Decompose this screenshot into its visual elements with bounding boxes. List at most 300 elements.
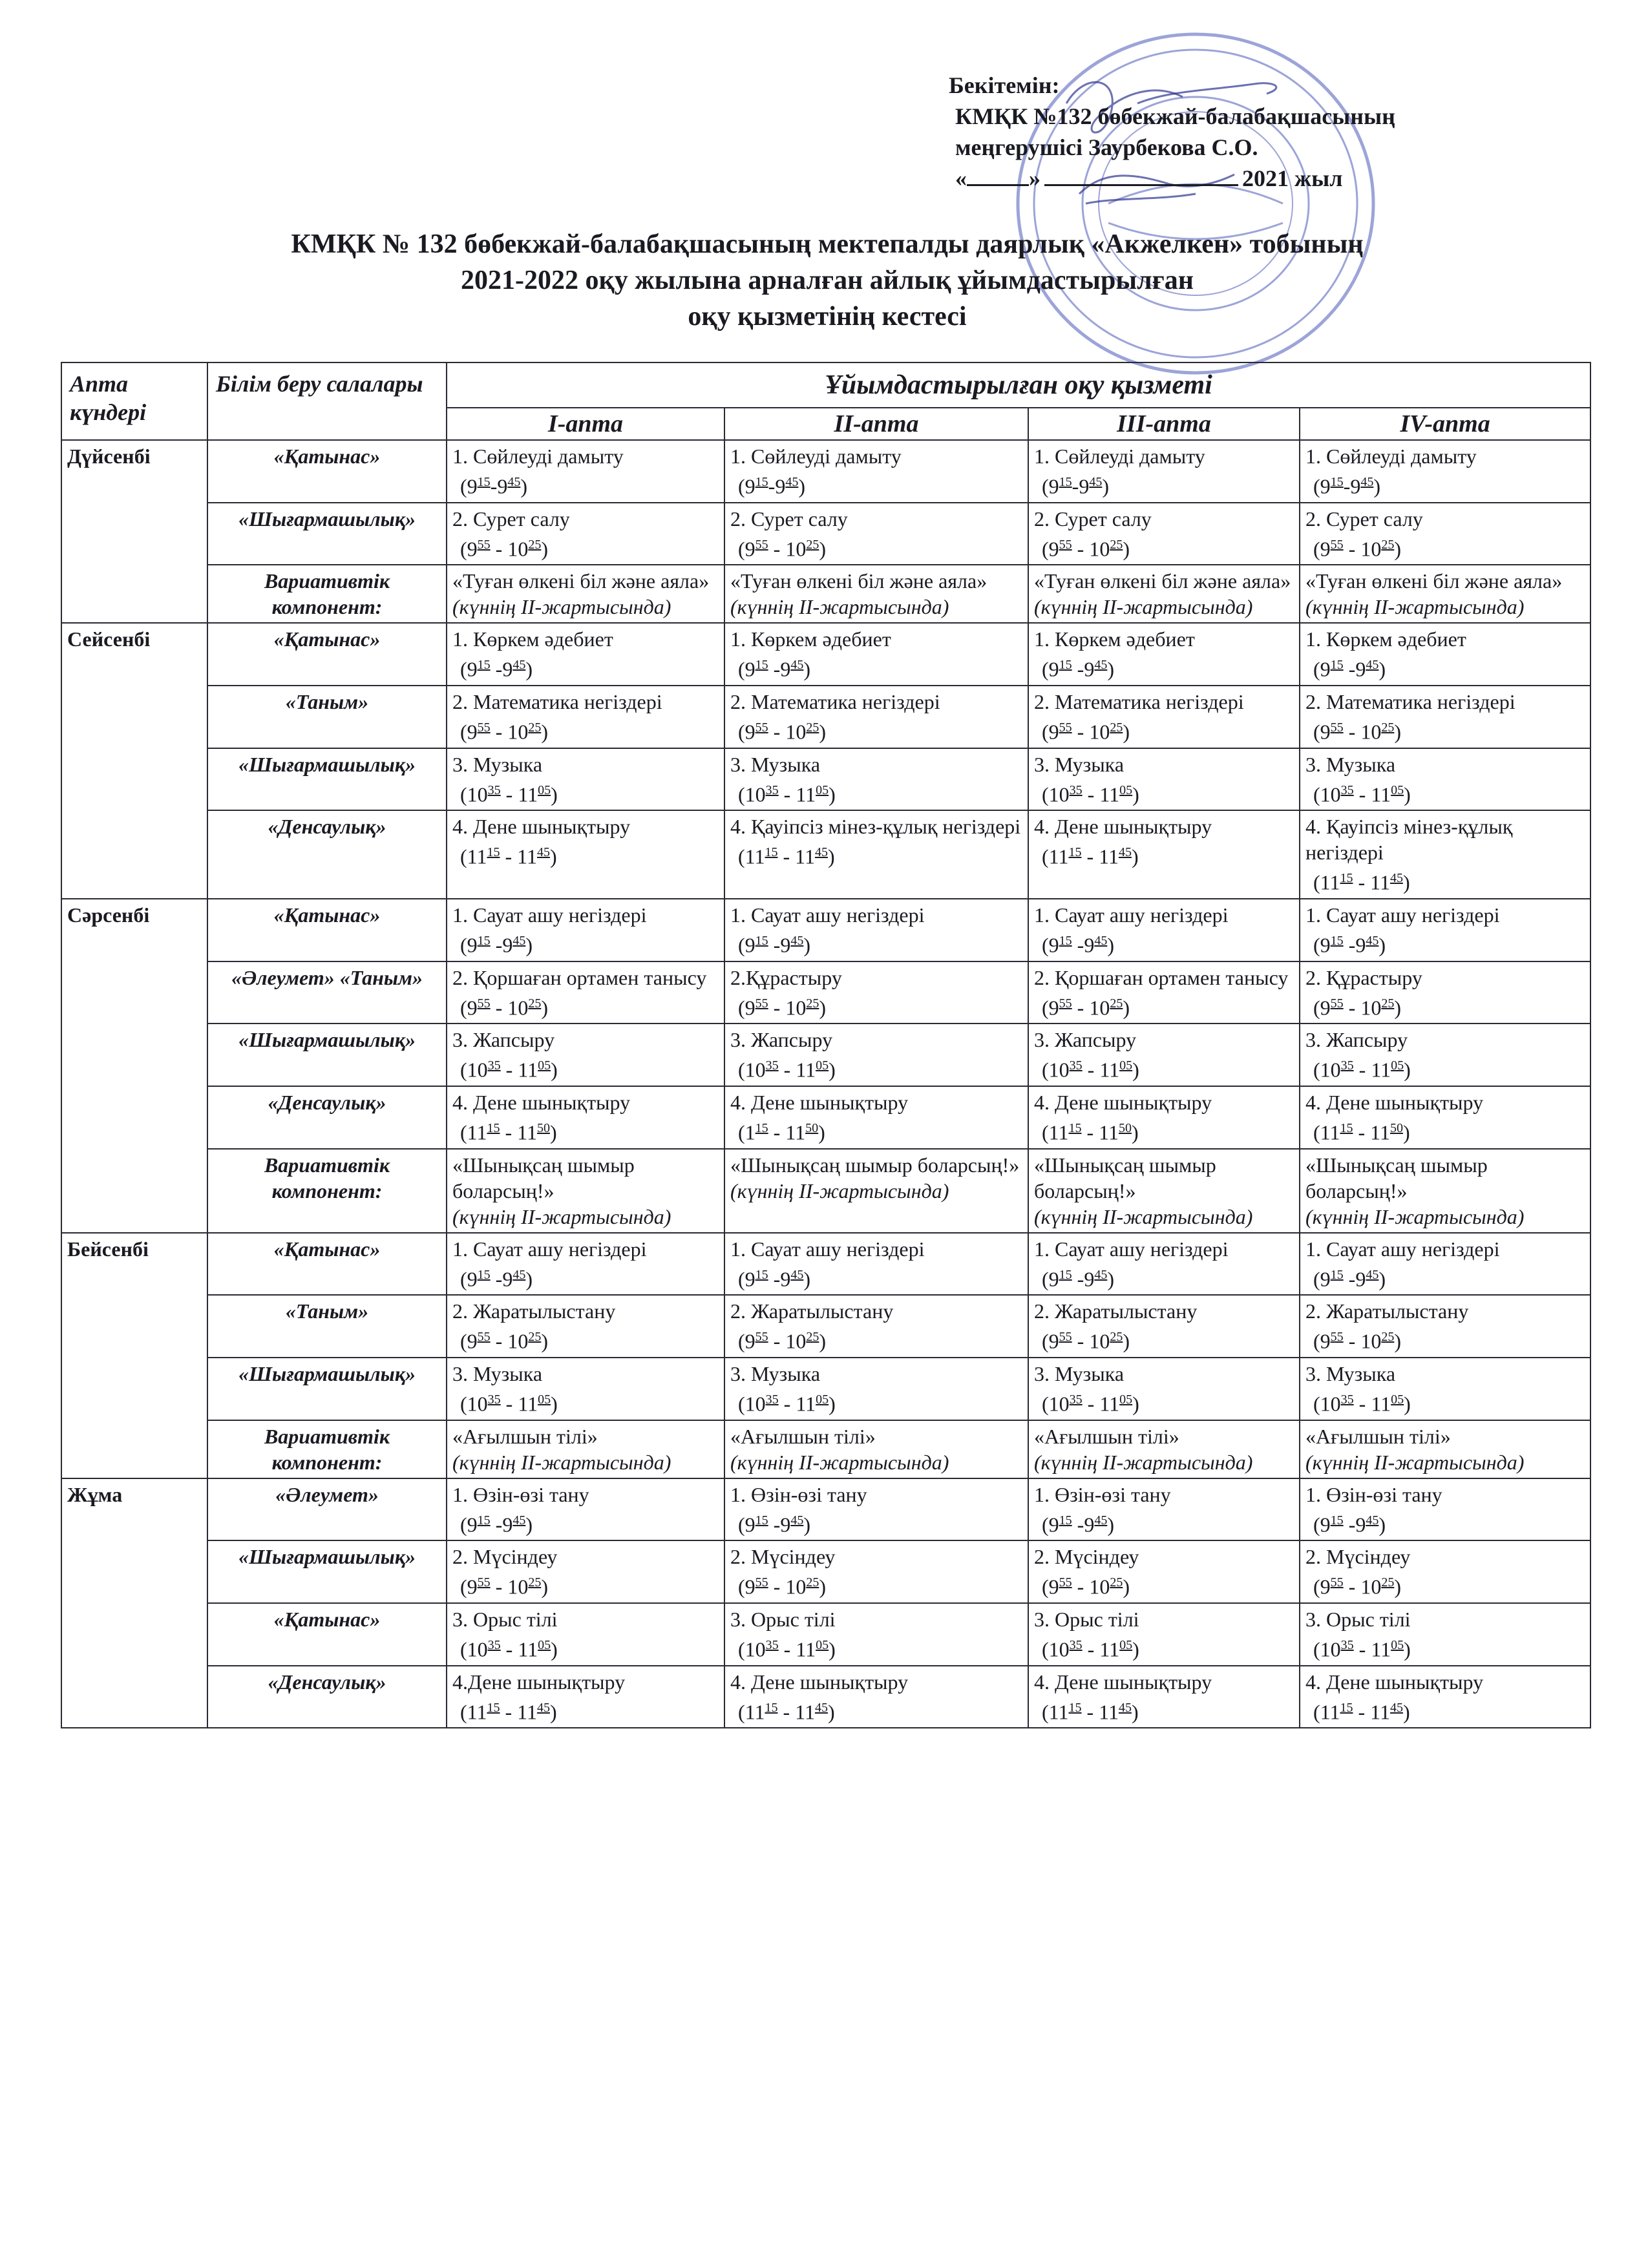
time-hour: 9 bbox=[1048, 1329, 1059, 1353]
lesson-time: $(9^{55} - 10^{25})$ bbox=[1313, 1329, 1401, 1353]
time-minutes: 05 bbox=[1391, 1058, 1404, 1073]
time-hour: 9 bbox=[1320, 720, 1331, 744]
time-minutes: 45 bbox=[1094, 658, 1108, 673]
lesson-cell bbox=[1300, 899, 1590, 961]
lesson-cell bbox=[724, 1149, 1028, 1233]
time-hour: - 10 bbox=[1343, 1575, 1382, 1599]
lesson-cell bbox=[1300, 1540, 1590, 1603]
time-hour: 10 bbox=[745, 782, 766, 806]
lesson-time: ($9^{15}$ $-9^{45}$) bbox=[738, 657, 810, 681]
time-minutes: 35 bbox=[1069, 1637, 1083, 1652]
time-hour: 9 bbox=[467, 933, 478, 957]
education-area-cell: Вариативтік компонент: bbox=[207, 1149, 447, 1233]
time-minutes: 45 bbox=[512, 1513, 526, 1528]
time-hour: - 11 bbox=[1082, 1392, 1120, 1416]
time-hour: -9 bbox=[490, 657, 513, 681]
lesson-time: $(9^{55} - 10^{25})$ bbox=[1313, 996, 1401, 1020]
time-minutes: 05 bbox=[1391, 1637, 1404, 1652]
day-name-cell: Бейсенбі bbox=[61, 1233, 207, 1478]
lesson-cell bbox=[447, 899, 724, 961]
time-minutes: 50 bbox=[1118, 1120, 1132, 1135]
time-minutes: 35 bbox=[487, 1058, 501, 1073]
time-hour: 9 bbox=[1048, 720, 1059, 744]
lesson-name: «Шынықсаң шымыр боларсың!» bbox=[452, 1153, 635, 1202]
lesson-time: $(11^{15} - 11^{45})$ bbox=[738, 1700, 835, 1724]
time-minutes: 25 bbox=[528, 537, 542, 552]
time-minutes: 35 bbox=[765, 782, 779, 797]
education-area-cell: Вариативтік компонент: bbox=[207, 1420, 447, 1478]
lesson-time: $(10^{35} - 11^{05})$ bbox=[1313, 782, 1411, 806]
lesson-cell bbox=[724, 810, 1028, 899]
lesson-name: 1. Сауат ашу негіздері bbox=[730, 903, 925, 927]
time-hour: 9 bbox=[467, 537, 478, 561]
lesson-time: $(11^{15} - 11^{45})$ bbox=[460, 845, 557, 868]
lesson-time: $(10^{35} - 11^{05})$ bbox=[1042, 1392, 1139, 1416]
time-hour: 11 bbox=[1048, 845, 1069, 868]
time-hour: - 11 bbox=[500, 1120, 537, 1144]
lesson-name: 3. Орыс тілі bbox=[730, 1607, 836, 1631]
lesson-cell bbox=[447, 623, 724, 686]
lesson-cell bbox=[1300, 565, 1590, 623]
time-minutes: 15 bbox=[1068, 1120, 1082, 1135]
lesson-cell bbox=[447, 961, 724, 1024]
lesson-time: ($9^{15}$ $-9^{45}$) bbox=[1042, 657, 1114, 681]
lesson-time: $(9^{55} - 10^{25})$ bbox=[1042, 996, 1130, 1020]
lesson-time: $(11^{15} - 11^{45})$ bbox=[1042, 1700, 1139, 1724]
lesson-note: (күннің ІІ-жартысында) bbox=[1305, 1450, 1525, 1474]
time-minutes: 25 bbox=[1110, 996, 1123, 1011]
education-area-cell: «Қатынас» bbox=[207, 1603, 447, 1666]
time-hour: 9 bbox=[1048, 933, 1059, 957]
time-minutes: 15 bbox=[765, 1700, 778, 1715]
lesson-time: $(11^{15} - 11^{50})$ bbox=[1313, 1120, 1410, 1144]
lesson-cell bbox=[724, 1024, 1028, 1086]
time-hour: - 11 bbox=[768, 1120, 806, 1144]
time-hour: - 11 bbox=[778, 782, 816, 806]
lesson-cell bbox=[1300, 1420, 1590, 1478]
time-hour: - 11 bbox=[500, 845, 537, 868]
title-line-1: КМҚК № 132 бөбекжай-балабақшасының мектепалды даярлық «Акжелкен» тобының bbox=[291, 229, 1364, 259]
time-minutes: 45 bbox=[785, 475, 799, 489]
approval-date-line bbox=[949, 163, 1395, 194]
time-minutes: 35 bbox=[1069, 1392, 1083, 1407]
time-minutes: 05 bbox=[1119, 1392, 1133, 1407]
time-hour: -9 bbox=[768, 1267, 791, 1291]
time-hour: 9 bbox=[1320, 474, 1331, 498]
time-minutes: 55 bbox=[1059, 996, 1072, 1011]
time-hour: - 10 bbox=[1072, 1575, 1110, 1599]
lesson-time: ($9^{15}$ $-9^{45}$) bbox=[1042, 1267, 1114, 1291]
lesson-time: $(9^{15}-9^{45})$ bbox=[1042, 474, 1109, 498]
time-minutes: 15 bbox=[1330, 1267, 1344, 1282]
lesson-cell bbox=[1028, 1540, 1300, 1603]
education-area-cell: «Әлеумет» bbox=[207, 1478, 447, 1541]
lesson-time: $(9^{55} - 10^{25})$ bbox=[460, 996, 548, 1020]
lesson-name: 1. Көркем әдебиет bbox=[452, 627, 613, 651]
time-minutes: 15 bbox=[755, 475, 768, 489]
lesson-cell bbox=[724, 1233, 1028, 1296]
time-minutes: 35 bbox=[1340, 782, 1354, 797]
lesson-name: «Туған өлкені біл және аяла» bbox=[1034, 569, 1291, 593]
header-education-areas: Білім беру салалары bbox=[207, 362, 447, 440]
lesson-time: $(10^{35} - 11^{05})$ bbox=[738, 1637, 836, 1661]
lesson-time: $(11^{15} - 11^{50})$ bbox=[460, 1120, 557, 1144]
lesson-name: «Туған өлкені біл және аяла» bbox=[1305, 569, 1563, 593]
time-minutes: 55 bbox=[1330, 720, 1344, 735]
time-minutes: 45 bbox=[790, 933, 804, 948]
time-minutes: 25 bbox=[1381, 1575, 1395, 1590]
approval-date-open: « bbox=[955, 165, 967, 191]
lesson-cell bbox=[447, 1420, 724, 1478]
time-minutes: 15 bbox=[487, 1120, 500, 1135]
lesson-name: 4. Дене шынықтыру bbox=[1034, 1090, 1212, 1114]
time-minutes: 15 bbox=[755, 1513, 768, 1528]
time-hour: -9 bbox=[1343, 474, 1361, 498]
lesson-name: 4. Дене шынықтыру bbox=[452, 815, 631, 839]
lesson-name: 2. Математика негіздері bbox=[1034, 689, 1244, 713]
time-minutes: 15 bbox=[755, 933, 768, 948]
time-hour: 11 bbox=[1320, 1700, 1340, 1724]
time-minutes: 45 bbox=[1366, 1513, 1379, 1528]
table-row bbox=[61, 440, 1590, 503]
time-minutes: 25 bbox=[806, 537, 819, 552]
time-hour: - 10 bbox=[768, 1329, 807, 1353]
time-hour: -9 bbox=[1072, 474, 1090, 498]
lesson-name: «Ағылшын тілі» bbox=[1305, 1424, 1451, 1448]
approval-date-close: » bbox=[1029, 165, 1041, 191]
lesson-cell bbox=[1300, 1603, 1590, 1666]
lesson-cell bbox=[1028, 810, 1300, 899]
time-minutes: 55 bbox=[755, 1575, 768, 1590]
table-row bbox=[61, 623, 1590, 686]
time-hour: -9 bbox=[1343, 933, 1366, 957]
time-hour: 9 bbox=[1048, 474, 1059, 498]
time-hour: 10 bbox=[467, 782, 488, 806]
lesson-note: (күннің ІІ-жартысында) bbox=[452, 1204, 671, 1228]
approval-organization: КМҚК №132 бөбекжай-балабақшасының bbox=[955, 103, 1395, 129]
lesson-cell bbox=[447, 1233, 724, 1296]
time-hour: 9 bbox=[467, 996, 478, 1020]
lesson-cell bbox=[1028, 1149, 1300, 1233]
time-hour: 9 bbox=[745, 720, 755, 744]
time-hour: - 10 bbox=[1343, 996, 1382, 1020]
lesson-name: 1. Сауат ашу негіздері bbox=[452, 1237, 647, 1261]
time-minutes: 15 bbox=[1340, 1120, 1353, 1135]
lesson-name: 2. Мүсіндеу bbox=[1034, 1545, 1139, 1569]
time-hour: - 11 bbox=[1082, 1058, 1120, 1082]
lesson-time: ($9^{15}$ $-9^{45}$) bbox=[1042, 1513, 1114, 1537]
time-minutes: 15 bbox=[477, 658, 491, 673]
table-row bbox=[61, 1295, 1590, 1358]
time-minutes: 45 bbox=[1094, 1513, 1108, 1528]
time-hour: 10 bbox=[1048, 1058, 1070, 1082]
lesson-name: «Туған өлкені біл және аяла» bbox=[452, 569, 710, 593]
education-area-cell: «Таным» bbox=[207, 1295, 447, 1358]
lesson-name: 1. Көркем әдебиет bbox=[1305, 627, 1466, 651]
time-minutes: 05 bbox=[538, 782, 551, 797]
time-minutes: 35 bbox=[1340, 1637, 1354, 1652]
table-row bbox=[61, 899, 1590, 961]
time-minutes: 45 bbox=[536, 845, 550, 860]
time-hour: -9 bbox=[490, 1267, 513, 1291]
lesson-name: 1. Сөйлеуді дамыту bbox=[452, 445, 624, 468]
time-minutes: 15 bbox=[755, 658, 768, 673]
time-hour: 11 bbox=[467, 1700, 487, 1724]
time-minutes: 55 bbox=[1059, 1330, 1072, 1345]
lesson-name: 1. Сауат ашу негіздері bbox=[1305, 903, 1500, 927]
table-row bbox=[61, 1603, 1590, 1666]
lesson-cell bbox=[1028, 1358, 1300, 1420]
lesson-cell bbox=[447, 1478, 724, 1541]
time-hour: - 10 bbox=[490, 720, 529, 744]
time-minutes: 25 bbox=[1110, 1575, 1123, 1590]
time-hour: - 10 bbox=[1072, 537, 1110, 561]
time-hour: 1 bbox=[745, 1120, 755, 1144]
time-minutes: 15 bbox=[1330, 933, 1344, 948]
time-minutes: 05 bbox=[538, 1392, 551, 1407]
lesson-cell bbox=[724, 899, 1028, 961]
lesson-cell bbox=[447, 440, 724, 503]
lesson-time: ($9^{15}$ $-9^{45}$) bbox=[460, 1513, 533, 1537]
lesson-cell bbox=[1028, 1603, 1300, 1666]
time-hour: 10 bbox=[1048, 1392, 1070, 1416]
time-minutes: 45 bbox=[1389, 871, 1403, 886]
time-minutes: 05 bbox=[538, 1637, 551, 1652]
lesson-time: $(10^{35} - 11^{05})$ bbox=[1042, 1637, 1139, 1661]
time-hour: - 10 bbox=[490, 996, 529, 1020]
lesson-name: 2. Жаратылыстану bbox=[1305, 1299, 1469, 1323]
lesson-time: ($9^{15}$ $-9^{45}$) bbox=[738, 1513, 810, 1537]
time-hour: - 11 bbox=[1353, 870, 1390, 894]
lesson-time: ($9^{15}$ $-9^{45}$) bbox=[460, 933, 533, 957]
lesson-cell bbox=[447, 1024, 724, 1086]
time-minutes: 55 bbox=[1059, 537, 1072, 552]
time-minutes: 25 bbox=[528, 720, 542, 735]
time-minutes: 55 bbox=[755, 1330, 768, 1345]
education-area-cell: «Қатынас» bbox=[207, 1233, 447, 1296]
time-minutes: 45 bbox=[1118, 845, 1132, 860]
time-minutes: 45 bbox=[507, 475, 521, 489]
lesson-cell bbox=[724, 440, 1028, 503]
lesson-time: ($9^{15}$ $-9^{45}$) bbox=[460, 657, 533, 681]
lesson-name: 1. Сауат ашу негіздері bbox=[452, 903, 647, 927]
lesson-name: 2. Жаратылыстану bbox=[730, 1299, 894, 1323]
time-minutes: 35 bbox=[1069, 782, 1083, 797]
lesson-time: $(9^{55} - 10^{25})$ bbox=[738, 996, 826, 1020]
time-hour: - 11 bbox=[1081, 1120, 1119, 1144]
time-minutes: 15 bbox=[477, 933, 491, 948]
lesson-cell bbox=[724, 623, 1028, 686]
time-minutes: 25 bbox=[528, 996, 542, 1011]
lesson-name: 3. Жапсыру bbox=[1305, 1028, 1408, 1052]
time-minutes: 45 bbox=[1366, 1267, 1379, 1282]
lesson-name: 3. Жапсыру bbox=[452, 1028, 555, 1052]
lesson-note: (күннің ІІ-жартысында) bbox=[452, 1450, 671, 1474]
time-hour: - 11 bbox=[778, 1058, 816, 1082]
lesson-cell bbox=[724, 1540, 1028, 1603]
time-minutes: 05 bbox=[1119, 782, 1133, 797]
lesson-note: (күннің ІІ-жартысында) bbox=[1034, 1450, 1253, 1474]
lesson-time: $(10^{35} - 11^{05})$ bbox=[738, 1392, 836, 1416]
time-hour: 11 bbox=[745, 845, 765, 868]
time-hour: - 10 bbox=[490, 537, 529, 561]
time-hour: - 11 bbox=[1081, 1700, 1119, 1724]
header-organized-activity: Ұйымдастырылған оқу қызметі bbox=[447, 362, 1590, 408]
time-minutes: 15 bbox=[487, 1700, 500, 1715]
education-area-cell: «Шығармашылық» bbox=[207, 748, 447, 811]
lesson-name: «Ағылшын тілі» bbox=[730, 1424, 876, 1448]
lesson-cell bbox=[1300, 1149, 1590, 1233]
time-hour: 11 bbox=[1048, 1700, 1069, 1724]
time-minutes: 45 bbox=[790, 1513, 804, 1528]
lesson-name: 4. Қауіпсіз мінез-құлық негіздері bbox=[730, 815, 1021, 839]
table-row bbox=[61, 1358, 1590, 1420]
schedule-body bbox=[61, 440, 1590, 1728]
time-minutes: 15 bbox=[1340, 871, 1353, 886]
time-hour: 9 bbox=[745, 657, 755, 681]
lesson-cell bbox=[724, 748, 1028, 811]
lesson-name: 3. Музыка bbox=[1305, 752, 1396, 776]
lesson-time: ($9^{15}$ $-9^{45}$) bbox=[1042, 933, 1114, 957]
approval-day-blank bbox=[967, 184, 1029, 186]
time-minutes: 25 bbox=[528, 1330, 542, 1345]
time-minutes: 55 bbox=[755, 996, 768, 1011]
lesson-time: $(10^{35} - 11^{05})$ bbox=[1042, 782, 1139, 806]
lesson-cell bbox=[1028, 961, 1300, 1024]
time-hour: 11 bbox=[745, 1700, 765, 1724]
lesson-cell bbox=[1028, 1666, 1300, 1728]
time-minutes: 25 bbox=[806, 1330, 819, 1345]
lesson-name: 2. Сурет салу bbox=[730, 507, 848, 530]
time-hour: 9 bbox=[467, 1575, 478, 1599]
lesson-cell bbox=[1300, 1666, 1590, 1728]
lesson-cell bbox=[447, 1149, 724, 1233]
lesson-time: $(11^{15} - 11^{45})$ bbox=[1313, 1700, 1410, 1724]
time-hour: 9 bbox=[467, 474, 478, 498]
lesson-cell bbox=[1300, 1024, 1590, 1086]
lesson-cell bbox=[724, 1603, 1028, 1666]
time-minutes: 45 bbox=[814, 1700, 828, 1715]
time-hour: -9 bbox=[768, 474, 786, 498]
lesson-cell bbox=[447, 565, 724, 623]
lesson-name: 2. Математика негіздері bbox=[452, 689, 662, 713]
lesson-time: $(9^{55} - 10^{25})$ bbox=[1313, 720, 1401, 744]
lesson-name: 1. Сөйлеуді дамыту bbox=[1034, 445, 1205, 468]
lesson-name: 3. Музыка bbox=[452, 1361, 543, 1385]
lesson-time: ($9^{15}$ $-9^{45}$) bbox=[460, 1267, 533, 1291]
lesson-name: 3. Музыка bbox=[730, 752, 821, 776]
lesson-time: ($9^{15}$ $-9^{45}$) bbox=[1313, 933, 1386, 957]
time-minutes: 45 bbox=[1360, 475, 1374, 489]
lesson-cell bbox=[1300, 503, 1590, 565]
time-hour: 9 bbox=[745, 1575, 755, 1599]
time-hour: - 11 bbox=[777, 845, 815, 868]
education-area-cell: Вариативтік компонент: bbox=[207, 565, 447, 623]
time-minutes: 45 bbox=[814, 845, 828, 860]
day-name-cell: Дүйсенбі bbox=[61, 440, 207, 623]
time-hour: - 10 bbox=[768, 720, 807, 744]
time-hour: 9 bbox=[1320, 657, 1331, 681]
time-minutes: 15 bbox=[487, 845, 500, 860]
time-hour: 9 bbox=[1048, 1575, 1059, 1599]
lesson-time: ($9^{15}$ $-9^{45}$) bbox=[1313, 1267, 1386, 1291]
time-minutes: 15 bbox=[1059, 933, 1072, 948]
lesson-name: 2. Математика негіздері bbox=[1305, 689, 1516, 713]
time-minutes: 15 bbox=[477, 1513, 491, 1528]
lesson-time: $(9^{55} - 10^{25})$ bbox=[460, 537, 548, 561]
lesson-name: 3. Музыка bbox=[1034, 1361, 1125, 1385]
time-minutes: 25 bbox=[1110, 720, 1123, 735]
education-area-cell: «Шығармашылық» bbox=[207, 503, 447, 565]
time-minutes: 45 bbox=[512, 658, 526, 673]
time-hour: 9 bbox=[745, 474, 755, 498]
lesson-cell bbox=[1300, 686, 1590, 748]
time-minutes: 15 bbox=[477, 475, 491, 489]
lesson-name: 3. Орыс тілі bbox=[1034, 1607, 1139, 1631]
time-hour: 9 bbox=[1320, 1329, 1331, 1353]
time-hour: - 11 bbox=[1353, 782, 1391, 806]
time-minutes: 50 bbox=[536, 1120, 550, 1135]
time-hour: 9 bbox=[745, 1329, 755, 1353]
lesson-name: 2. Сурет салу bbox=[452, 507, 570, 530]
lesson-note: (күннің ІІ-жартысында) bbox=[1305, 595, 1525, 619]
time-minutes: 35 bbox=[487, 1637, 501, 1652]
time-hour: - 10 bbox=[490, 1329, 529, 1353]
time-hour: -9 bbox=[1343, 657, 1366, 681]
table-row bbox=[61, 748, 1590, 811]
lesson-cell bbox=[447, 1540, 724, 1603]
lesson-cell bbox=[1028, 1233, 1300, 1296]
time-hour: 10 bbox=[467, 1392, 488, 1416]
time-hour: 9 bbox=[467, 1329, 478, 1353]
table-row bbox=[61, 1666, 1590, 1728]
table-row bbox=[61, 1478, 1590, 1541]
time-minutes: 55 bbox=[755, 537, 768, 552]
lesson-note: (күннің ІІ-жартысында) bbox=[730, 595, 949, 619]
time-minutes: 25 bbox=[806, 996, 819, 1011]
time-hour: 9 bbox=[1048, 1513, 1059, 1537]
lesson-cell bbox=[724, 503, 1028, 565]
time-hour: - 10 bbox=[768, 537, 807, 561]
lesson-name: 3. Музыка bbox=[1034, 752, 1125, 776]
document-title bbox=[26, 226, 1629, 335]
lesson-time: $(9^{55} - 10^{25})$ bbox=[1042, 537, 1130, 561]
lesson-cell bbox=[447, 1295, 724, 1358]
lesson-cell bbox=[724, 961, 1028, 1024]
time-hour: 11 bbox=[467, 1120, 487, 1144]
time-hour: -9 bbox=[768, 933, 791, 957]
lesson-name: 4. Дене шынықтыру bbox=[730, 1090, 909, 1114]
lesson-time: $(10^{35} - 11^{05})$ bbox=[738, 1058, 836, 1082]
time-minutes: 15 bbox=[755, 1120, 768, 1135]
time-hour: - 10 bbox=[1072, 996, 1110, 1020]
lesson-name: 1. Көркем әдебиет bbox=[730, 627, 891, 651]
time-minutes: 35 bbox=[487, 1392, 501, 1407]
lesson-time: $(10^{35} - 11^{05})$ bbox=[1313, 1392, 1411, 1416]
time-minutes: 05 bbox=[1391, 782, 1404, 797]
time-hour: 10 bbox=[467, 1637, 488, 1661]
time-hour: - 11 bbox=[1353, 1637, 1391, 1661]
lesson-time: $(9^{55} - 10^{25})$ bbox=[1042, 1575, 1130, 1599]
lesson-name: 2. Математика негіздері bbox=[730, 689, 940, 713]
time-hour: 9 bbox=[745, 933, 755, 957]
time-hour: -9 bbox=[490, 933, 513, 957]
time-minutes: 25 bbox=[1110, 537, 1123, 552]
time-hour: 10 bbox=[1320, 782, 1341, 806]
lesson-name: 2. Қоршаған ортамен танысу bbox=[452, 965, 707, 989]
time-hour: 9 bbox=[467, 1267, 478, 1291]
lesson-name: 3. Музыка bbox=[1305, 1361, 1396, 1385]
